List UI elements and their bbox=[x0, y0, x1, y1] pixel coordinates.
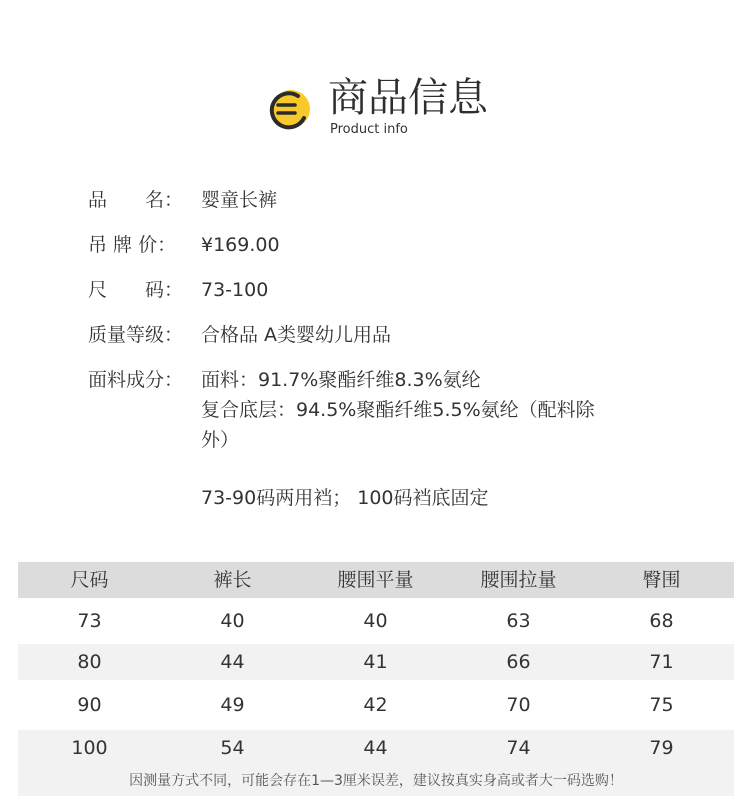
table-cell: 68 bbox=[649, 610, 674, 632]
table-row bbox=[18, 730, 734, 766]
table-cell: 63 bbox=[506, 610, 531, 632]
column-header: 臀围 bbox=[642, 569, 681, 591]
info-value: ¥169.00 bbox=[201, 234, 280, 256]
table-cell: 66 bbox=[506, 651, 531, 673]
table-cell: 70 bbox=[506, 694, 531, 716]
info-value: 婴童长裤 bbox=[201, 189, 278, 211]
table-cell: 80 bbox=[77, 651, 102, 673]
section-subtitle: Product info bbox=[330, 122, 408, 137]
table-cell: 41 bbox=[363, 651, 388, 673]
info-label: 品 名： bbox=[88, 189, 184, 211]
table-header-row bbox=[18, 562, 734, 598]
table-cell: 75 bbox=[649, 694, 674, 716]
table-cell: 100 bbox=[71, 737, 108, 759]
table-cell: 42 bbox=[363, 694, 388, 716]
menu-lines-icon bbox=[264, 88, 314, 134]
table-cell: 40 bbox=[363, 610, 388, 632]
column-header: 尺码 bbox=[70, 569, 109, 591]
info-value: 合格品 A类婴幼儿用品 bbox=[201, 324, 392, 346]
table-cell: 79 bbox=[649, 737, 674, 759]
table-cell: 49 bbox=[220, 694, 245, 716]
table-cell: 54 bbox=[220, 737, 245, 759]
column-header: 裤长 bbox=[213, 569, 252, 591]
table-row bbox=[18, 680, 734, 730]
material-line-2: 复合底层：94.5%聚酯纤维5.5%氨纶（配料除 bbox=[201, 399, 595, 421]
column-header: 腰围平量 bbox=[337, 569, 414, 591]
info-label: 吊 牌 价： bbox=[88, 234, 177, 256]
table-cell: 40 bbox=[220, 610, 245, 632]
section-title: 商品信息 bbox=[328, 75, 488, 121]
table-cell: 44 bbox=[220, 651, 245, 673]
section-header bbox=[264, 72, 544, 142]
column-header: 腰围拉量 bbox=[480, 569, 557, 591]
table-row bbox=[18, 598, 734, 644]
info-label: 质量等级： bbox=[88, 324, 184, 346]
measurement-footnote: 因测量方式不同，可能会存在1—3厘米误差，建议按真实身高或者大一码选购！ bbox=[18, 766, 734, 796]
table-cell: 74 bbox=[506, 737, 531, 759]
material-line-3: 外） bbox=[201, 429, 240, 451]
table-cell: 44 bbox=[363, 737, 388, 759]
table-cell: 90 bbox=[77, 694, 102, 716]
info-label: 面料成分： bbox=[88, 369, 184, 391]
table-cell: 73 bbox=[77, 610, 102, 632]
table-cell: 71 bbox=[649, 651, 674, 673]
info-label: 尺 码： bbox=[88, 279, 184, 301]
material-line-1: 面料：91.7%聚酯纤维8.3%氨纶 bbox=[201, 369, 481, 391]
crotch-note: 73-90码两用裆； 100码裆底固定 bbox=[201, 487, 489, 509]
table-row bbox=[18, 644, 734, 680]
info-value: 73-100 bbox=[201, 279, 269, 301]
